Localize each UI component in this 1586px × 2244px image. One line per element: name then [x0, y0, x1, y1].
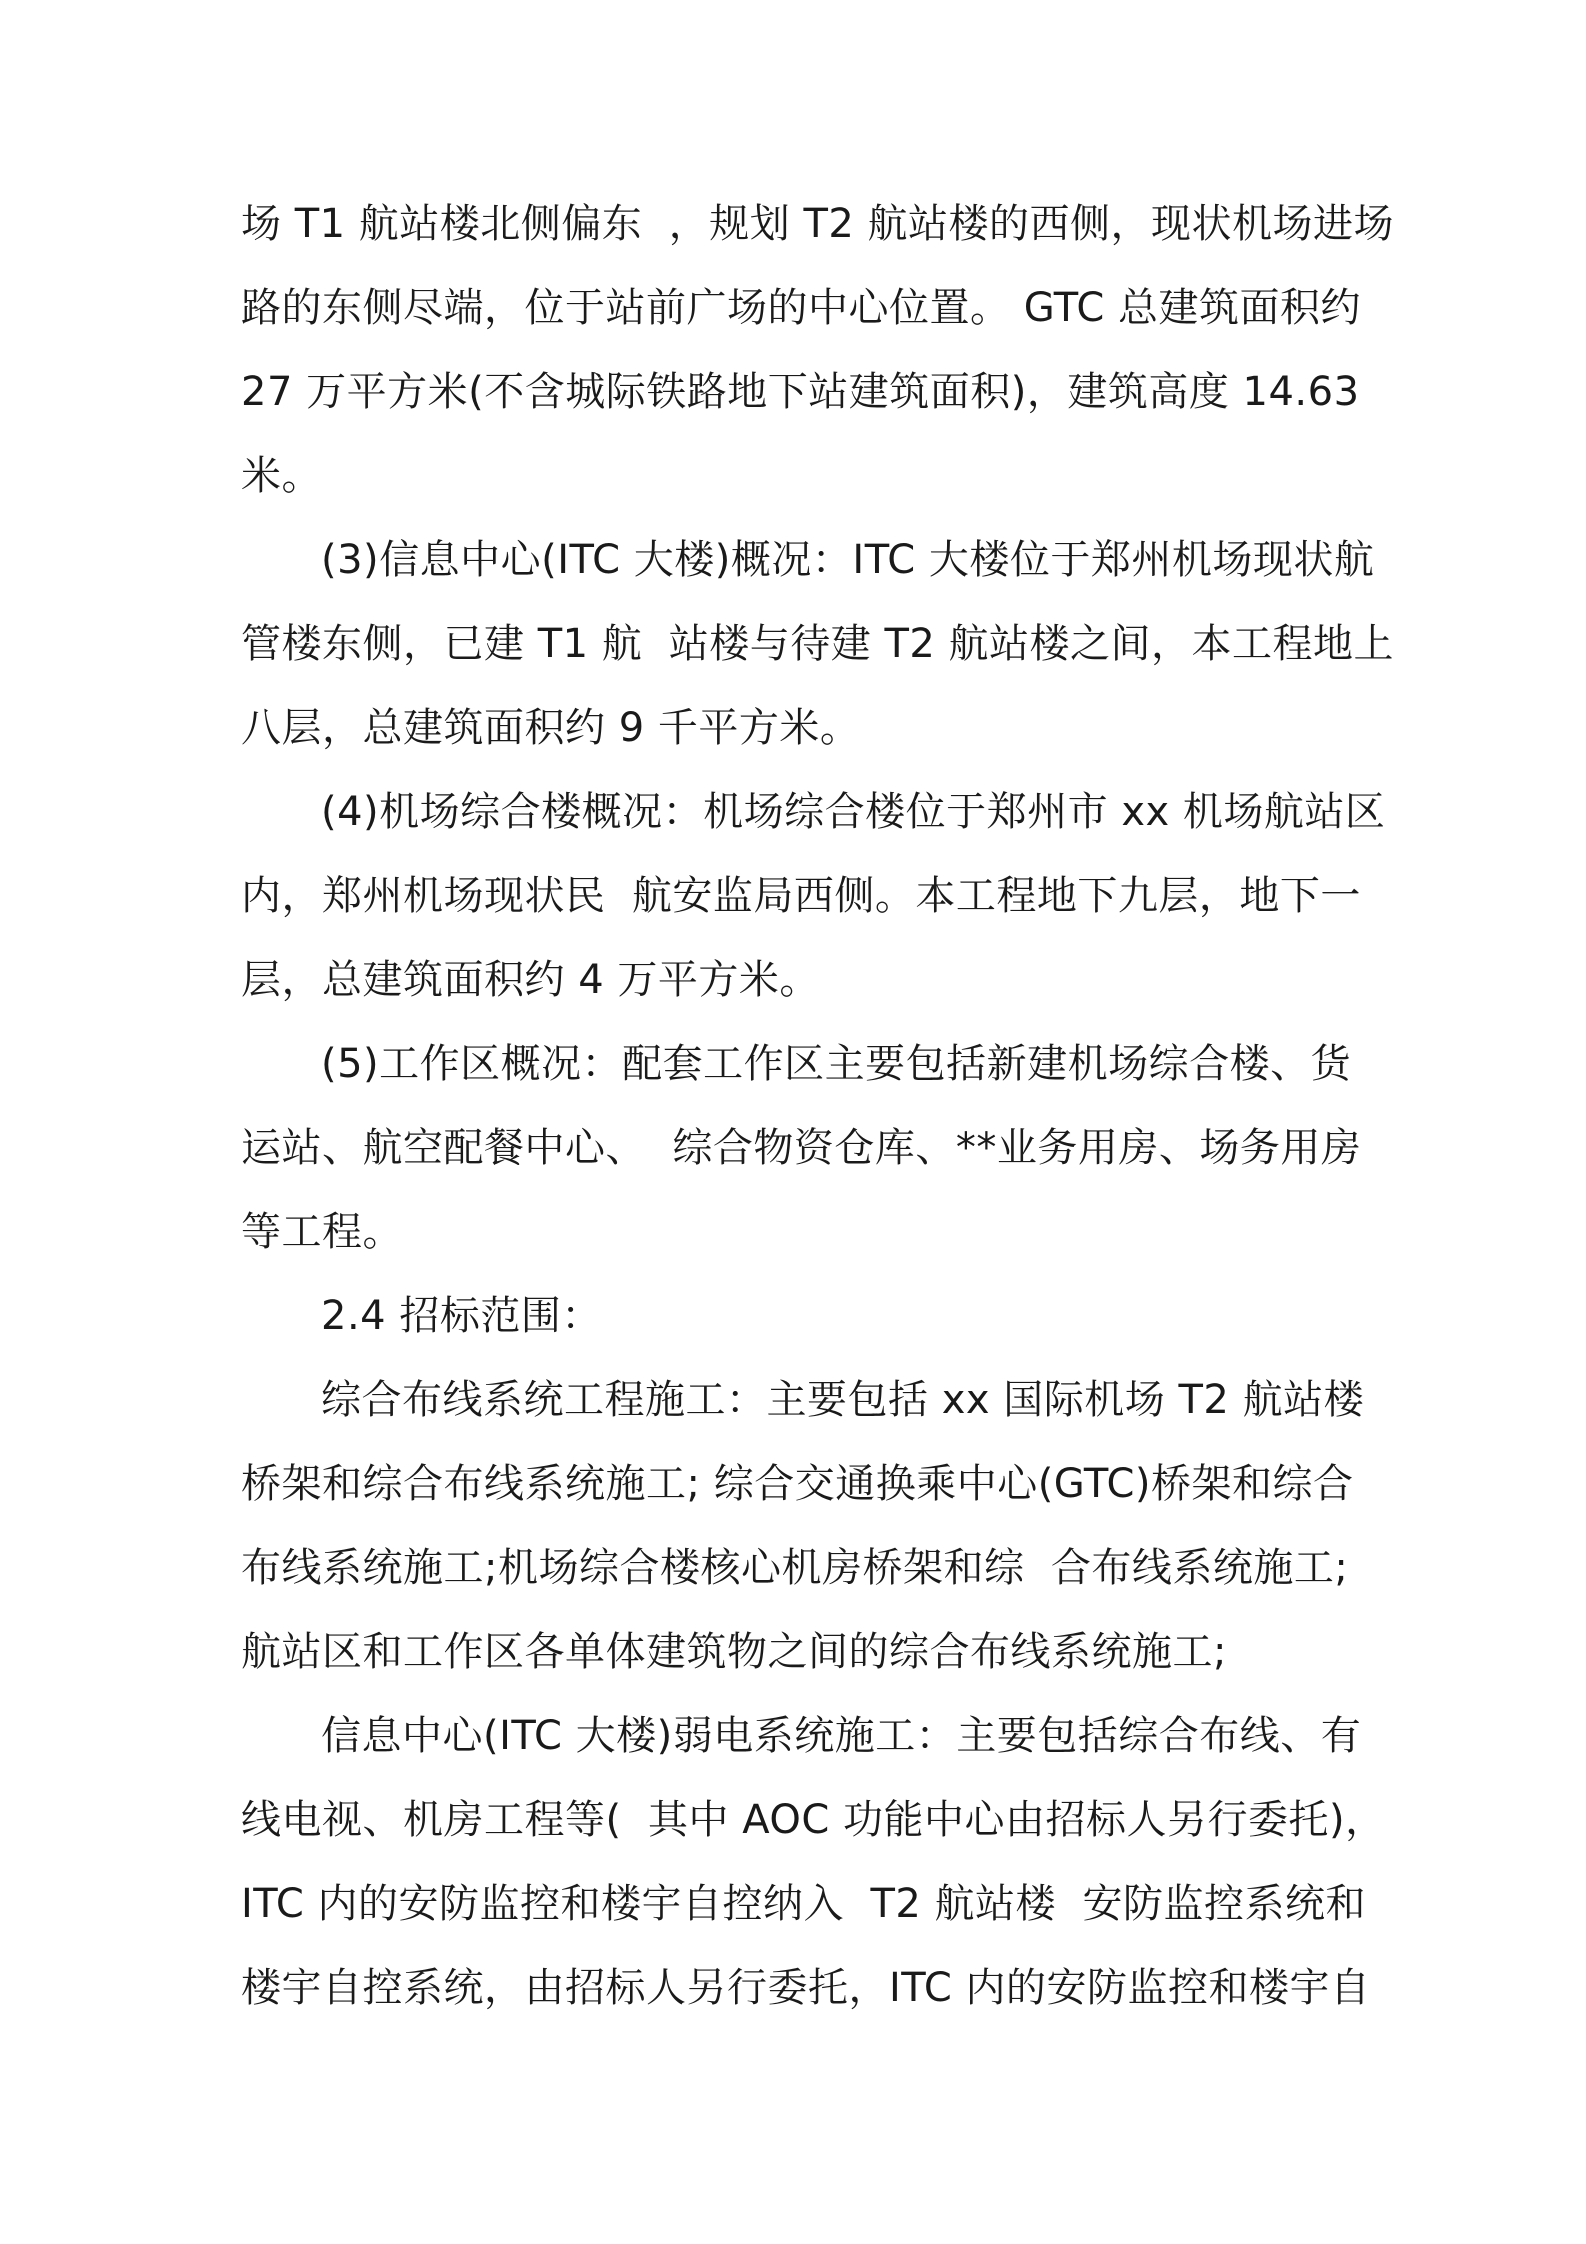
paragraph-first-line: (4)机场综合楼概况：机场综合楼位于郑州市 xx 机场航站区	[321, 789, 1386, 835]
text-line: 场 T1 航站楼北侧偏东 ，规划 T2 航站楼的西侧，现状机场进场	[241, 201, 1395, 247]
text-line: 层，总建筑面积约 4 万平方米。	[241, 957, 820, 1003]
text-line: 桥架和综合布线系统施工; 综合交通换乘中心(GTC)桥架和综合	[241, 1461, 1354, 1507]
text-line: 八层，总建筑面积约 9 千平方米。	[241, 705, 861, 751]
paragraph-first-line: 信息中心(ITC 大楼)弱电系统施工：主要包括综合布线、有	[321, 1713, 1362, 1759]
text-line: 线电视、机房工程等( 其中 AOC 功能中心由招标人另行委托)，	[241, 1797, 1386, 1843]
text-line: 布线系统施工;机场综合楼核心机房桥架和综 合布线系统施工;	[241, 1545, 1349, 1591]
paragraph-first-line: (5)工作区概况：配套工作区主要包括新建机场综合楼、货	[321, 1041, 1352, 1087]
text-line: 楼宇自控系统，由招标人另行委托，ITC 内的安防监控和楼宇自	[241, 1965, 1371, 2011]
section-heading: 2.4 招标范围：	[321, 1293, 602, 1339]
text-line: 内，郑州机场现状民 航安监局西侧。本工程地下九层，地下一	[241, 873, 1361, 919]
text-line: ITC 内的安防监控和楼宇自控纳入 T2 航站楼 安防监控系统和	[241, 1881, 1366, 1927]
text-line: 路的东侧尽端，位于站前广场的中心位置。 GTC 总建筑面积约	[241, 285, 1362, 331]
text-line: 管楼东侧，已建 T1 航 站楼与待建 T2 航站楼之间，本工程地上	[241, 621, 1395, 667]
text-line: 运站、航空配餐中心、 综合物资仓库、**业务用房、场务用房	[241, 1125, 1362, 1171]
text-line: 27 万平方米(不含城际铁路地下站建筑面积)，建筑高度 14.63	[241, 369, 1360, 415]
text-line: 米。	[241, 453, 322, 499]
text-line: 等工程。	[241, 1209, 403, 1255]
paragraph-first-line: (3)信息中心(ITC 大楼)概况：ITC 大楼位于郑州机场现状航	[321, 537, 1375, 583]
text-line: 航站区和工作区各单体建筑物之间的综合布线系统施工;	[241, 1629, 1227, 1675]
paragraph-first-line: 综合布线系统工程施工：主要包括 xx 国际机场 T2 航站楼	[321, 1377, 1365, 1423]
